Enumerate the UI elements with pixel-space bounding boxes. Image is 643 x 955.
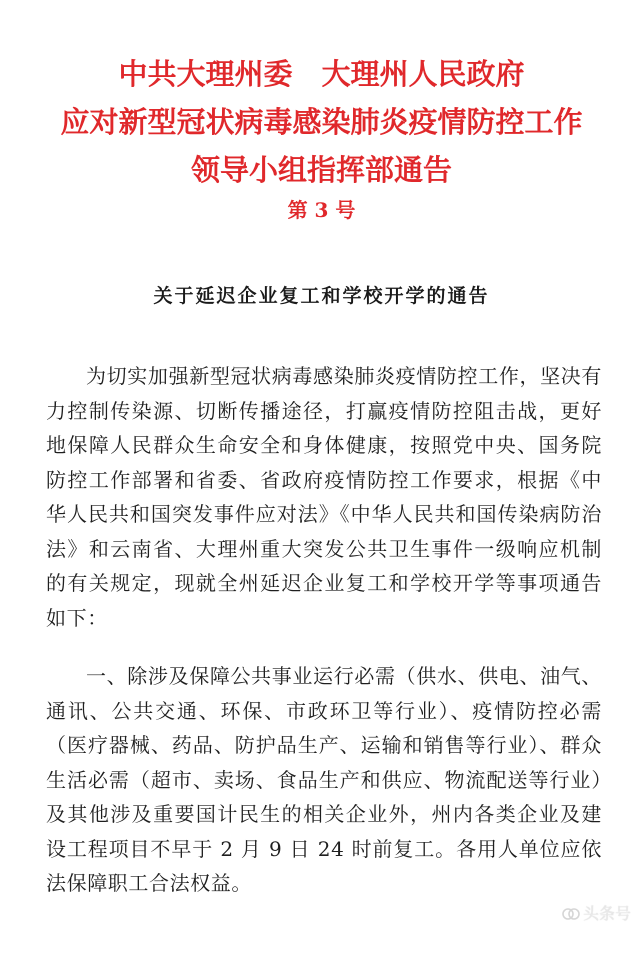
issuer-heading-line-2: 应对新型冠状病毒感染肺炎疫情防控工作 (60, 105, 583, 139)
body-paragraph-item-1: 一、除涉及保障公共事业运行必需（供水、供电、油气、通讯、公共交通、环保、市政环卫等行业）、疫情防控必需（医疗器械、药品、防护品生产、运输和销售等行业）、群众生活必需（超市、卖场、食品生产和供应、物流配送等行业）及其他涉及重要国计民生的相关企业外，州内各类企业及建设工程项目不早于 2 月 9 日 24 时前复工。各用人单位应依法保障职工合法权益。 (46, 664, 602, 895)
document-number: 第 3 号 (287, 198, 356, 222)
issuer-heading-line-3: 领导小组指挥部通告 (190, 153, 452, 187)
watermark-text: 头条号 (582, 904, 631, 923)
notice-title: 关于延迟企业复工和学校开学的通告 (153, 285, 490, 307)
body-paragraph-intro: 为切实加强新型冠状病毒感染肺炎疫情防控工作，坚决有力控制传染源、切断传播途径，打赢疫情防控阻击战，更好地保障人民群众生命安全和身体健康，按照党中央、国务院防控工作部署和省委、省政府疫情防控工作要求，根据《中华人民共和国突发事件应对法》《中华人民共和国传染病防治法》和云南省、大理州重大突发公共卫生事件一级响应机制的有关规定，现就全州延迟企业复工和学校开学等事项通告如下： (46, 364, 602, 630)
issuer-heading-line-1: 中共大理州委 大理州人民政府 (118, 57, 525, 91)
watermark-logo-icon (562, 906, 580, 922)
watermark (562, 904, 631, 924)
